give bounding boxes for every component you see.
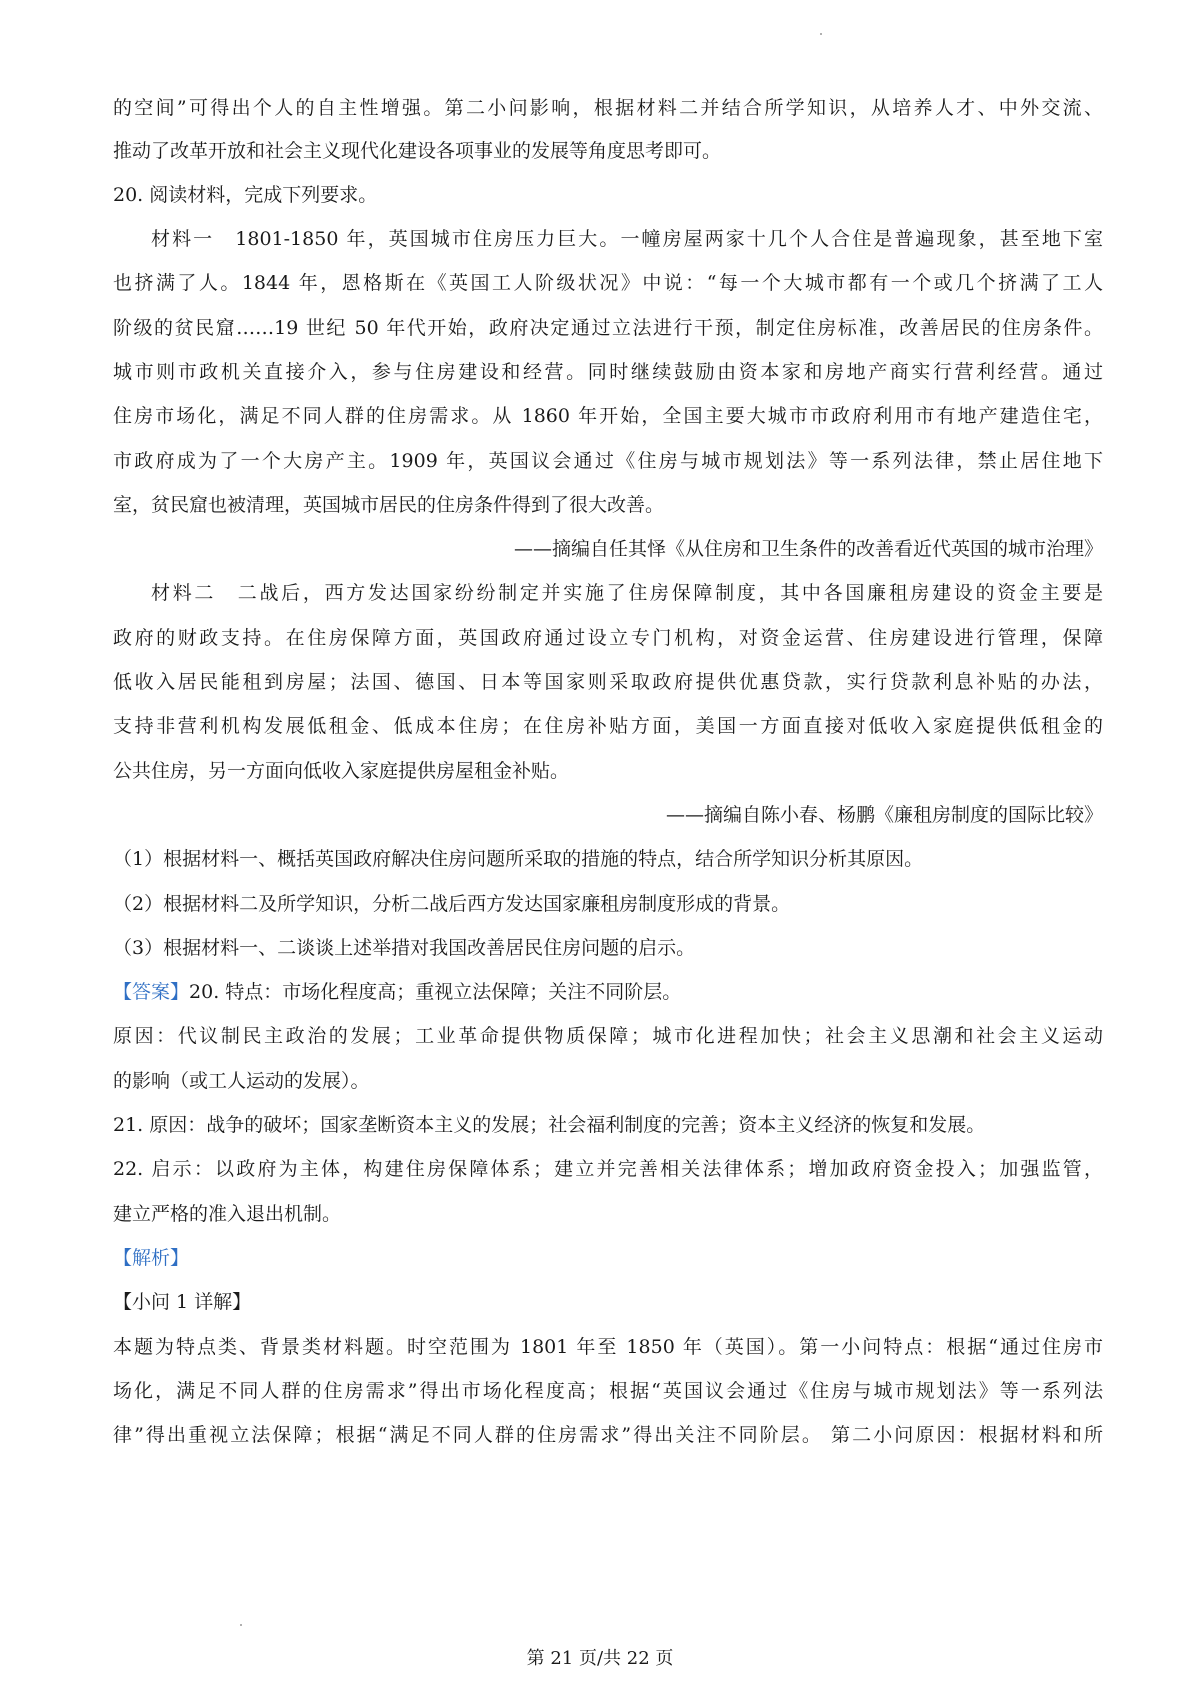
material-two-line: 公共住房，另一方面向低收入家庭提供房屋租金补贴。 <box>113 760 570 782</box>
answer-line: 的影响（或工人运动的发展）。 <box>113 1070 370 1092</box>
material-one-source: ——摘编自任其怿《从住房和卫生条件的改善看近代英国的城市治理》 <box>513 538 1103 560</box>
material-two-line: 低收入居民能租到房屋；法国、德国、日本等国家则采取政府提供优惠贷款，实行贷款利息补贴的办法， <box>113 671 1103 693</box>
material-one-line: 也挤满了人。1844 年，恩格斯在《英国工人阶级状况》中说：“每一个大城市都有一个或几个挤满了工人 <box>113 272 1103 294</box>
question-heading: 20. 阅读材料，完成下列要求。 <box>113 184 378 206</box>
text-line: 推动了改革开放和社会主义现代化建设各项事业的发展等角度思考即可。 <box>113 140 722 162</box>
page-footer: 第 21 页/共 22 页 <box>526 1648 674 1669</box>
answer-line <box>113 977 1103 1007</box>
analysis-line: 本题为特点类、背景类材料题。时空范围为 1801 年至 1850 年（英国）。第一小问特点：根据“通过住房市 <box>113 1336 1103 1358</box>
scan-speck <box>820 33 822 35</box>
material-one-line: 材料一 1801-1850 年，英国城市住房压力巨大。一幢房屋两家十几个人合住是普遍现象，甚至地下室 <box>151 228 1103 250</box>
sub-question-1: （1）根据材料一、概括英国政府解决住房问题所采取的措施的特点，结合所学知识分析其原因。 <box>113 848 924 870</box>
analysis-line: 场化，满足不同人群的住房需求”得出市场化程度高；根据“英国议会通过《住房与城市规划法》等一系列法 <box>113 1380 1103 1402</box>
answer-label: 【答案】 <box>113 981 190 1003</box>
document-page <box>113 0 1103 1698</box>
answer-text: 20. 特点：市场化程度高；重视立法保障；关注不同阶层。 <box>189 981 682 1003</box>
answer-line: 原因：代议制民主政治的发展；工业革命提供物质保障；城市化进程加快；社会主义思潮和社会主义运动 <box>113 1025 1103 1047</box>
sub-question-2: （2）根据材料二及所学知识，分析二战后西方发达国家廉租房制度形成的背景。 <box>113 893 791 915</box>
answer-line: 21. 原因：战争的破坏；国家垄断资本主义的发展；社会福利制度的完善；资本主义经济的恢复和发展。 <box>113 1114 986 1136</box>
material-one-line: 市政府成为了一个大房产主。1909 年，英国议会通过《住房与城市规划法》等一系列法律，禁止居住地下 <box>113 450 1103 472</box>
material-one-line: 城市则市政机关直接介入，参与住房建设和经营。同时继续鼓励由资本家和房地产商实行营利经营。通过 <box>113 361 1103 383</box>
sub-question-3: （3）根据材料一、二谈谈上述举措对我国改善居民住房问题的启示。 <box>113 937 696 959</box>
analysis-line: 律”得出重视立法保障；根据“满足不同人群的住房需求”得出关注不同阶层。 第二小问原因：根据材料和所 <box>113 1424 1103 1446</box>
material-one-line: 室，贫民窟也被清理，英国城市居民的住房条件得到了很大改善。 <box>113 494 665 516</box>
analysis-sub-label: 【小问 1 详解】 <box>113 1291 252 1313</box>
material-one-line: 住房市场化，满足不同人群的住房需求。从 1860 年开始，全国主要大城市市政府利用市有地产建造住宅， <box>113 405 1103 427</box>
material-two-line: 材料二 二战后，西方发达国家纷纷制定并实施了住房保障制度，其中各国廉租房建设的资金主要是 <box>151 582 1103 604</box>
material-two-source: ——摘编自陈小春、杨鹏《廉租房制度的国际比较》 <box>665 804 1103 826</box>
analysis-label: 【解析】 <box>113 1247 190 1269</box>
answer-line: 22. 启示：以政府为主体，构建住房保障体系；建立并完善相关法律体系；增加政府资金投入；加强监管， <box>113 1158 1103 1180</box>
text-line: 的空间”可得出个人的自主性增强。第二小问影响，根据材料二并结合所学知识，从培养人才、中外交流、 <box>113 97 1103 119</box>
answer-line: 建立严格的准入退出机制。 <box>113 1203 342 1225</box>
material-one-line: 阶级的贫民窟……19 世纪 50 年代开始，政府决定通过立法进行干预，制定住房标准，改善居民的住房条件。 <box>113 317 1103 339</box>
scan-speck <box>240 1624 242 1626</box>
material-two-line: 政府的财政支持。在住房保障方面，英国政府通过设立专门机构，对资金运营、住房建设进行管理，保障 <box>113 627 1103 649</box>
material-two-line: 支持非营利机构发展低租金、低成本住房；在住房补贴方面，美国一方面直接对低收入家庭提供低租金的 <box>113 715 1103 737</box>
